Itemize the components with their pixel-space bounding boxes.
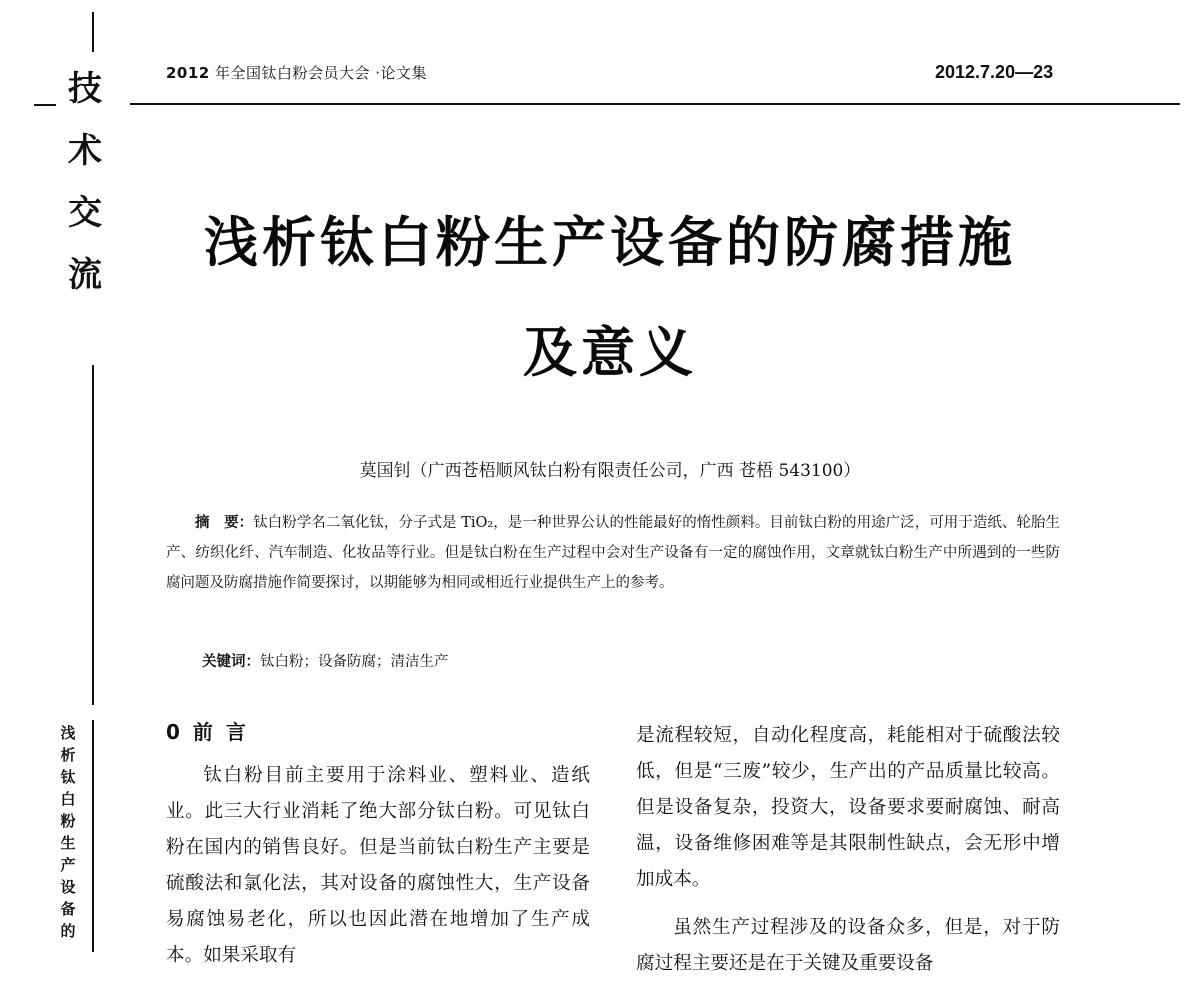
side-divider-top [92,12,94,52]
header-rule [130,103,1180,105]
running-header-date: 2012.7.20—23 [935,62,1054,82]
keywords-label: 关键词： [202,654,260,670]
section-heading-preface: 0 前 言 [166,720,249,744]
running-title-char: 的 [60,922,76,940]
abstract-label: 摘 要： [195,515,254,531]
header-conference-name: 年全国钛白粉会员大会 ·论文集 [209,64,428,82]
column-title [60,69,110,295]
running-header-conference [166,62,427,83]
column-title-char: 流 [68,255,102,295]
column-title-char: 交 [68,193,102,233]
body-column-right [636,718,1060,982]
body-paragraph: 是流程较短，自动化程度高，耗能相对于硫酸法较低，但是“三废”较少，生产出的产品质量比较高。但是设备复杂，投资大，设备要求要耐腐蚀、耐高温，设备维修困难等是其限制性缺点，会无形中增加成本。 [636,725,1060,890]
running-title [56,724,80,941]
running-title-char: 钛 [60,768,76,786]
author-affiliation: 莫国钊（广西苍梧顺风钛白粉有限责任公司，广西 苍梧 543100） [359,461,861,481]
running-title-char: 白 [60,790,76,808]
running-title-char: 生 [60,834,76,852]
column-title-char: 术 [68,131,102,171]
body-paragraph: 虽然生产过程涉及的设备众多，但是，对于防腐过程主要还是在于关键及重要设备 [636,917,1060,974]
keywords [202,650,449,671]
running-title-char: 析 [60,746,76,764]
running-title-char: 设 [60,878,76,896]
body-column-left: 钛白粉目前主要用于涂料业、塑料业、造纸业。此三大行业消耗了绝大部分钛白粉。可见钛白粉在国内的销售良好。但是当前钛白粉生产主要是硫酸法和氯化法，其对设备的腐蚀性大，生产设备易腐蚀易老化，所以也因此潜在地增加了生产成本。如果采取有 [166,765,590,966]
running-title-char: 产 [60,856,76,874]
article-title-line-2: 及意义 [523,321,697,384]
running-title-char: 备 [60,900,76,918]
abstract-text: 钛白粉学名二氧化钛，分子式是 TiO₂，是一种世界公认的性能最好的惰性颜料。目前钛白粉的用途广泛，可用于造纸、轮胎生产、纺织化纤、汽车制造、化妆品等行业。但是钛白粉在生产过程中会对生产设备有一定的腐蚀作用，文章就钛白粉生产中所遇到的一些防腐问题及防腐措施作简要探讨，以期能够为相同或相近行业提供生产上的参考。 [166,515,1060,591]
side-margin [0,0,110,952]
keywords-text: 钛白粉；设备防腐；清洁生产 [260,654,449,670]
running-title-char: 粉 [60,812,76,830]
article-title-line-1: 浅析钛白粉生产设备的防腐措施 [204,211,1016,274]
side-divider-bottom [92,720,94,952]
header-year: 2012 [166,64,210,82]
side-tick-mark [34,104,56,106]
column-title-char: 技 [68,69,102,109]
side-divider-middle [92,365,94,705]
running-title-char: 浅 [60,724,76,742]
abstract [166,508,1060,598]
